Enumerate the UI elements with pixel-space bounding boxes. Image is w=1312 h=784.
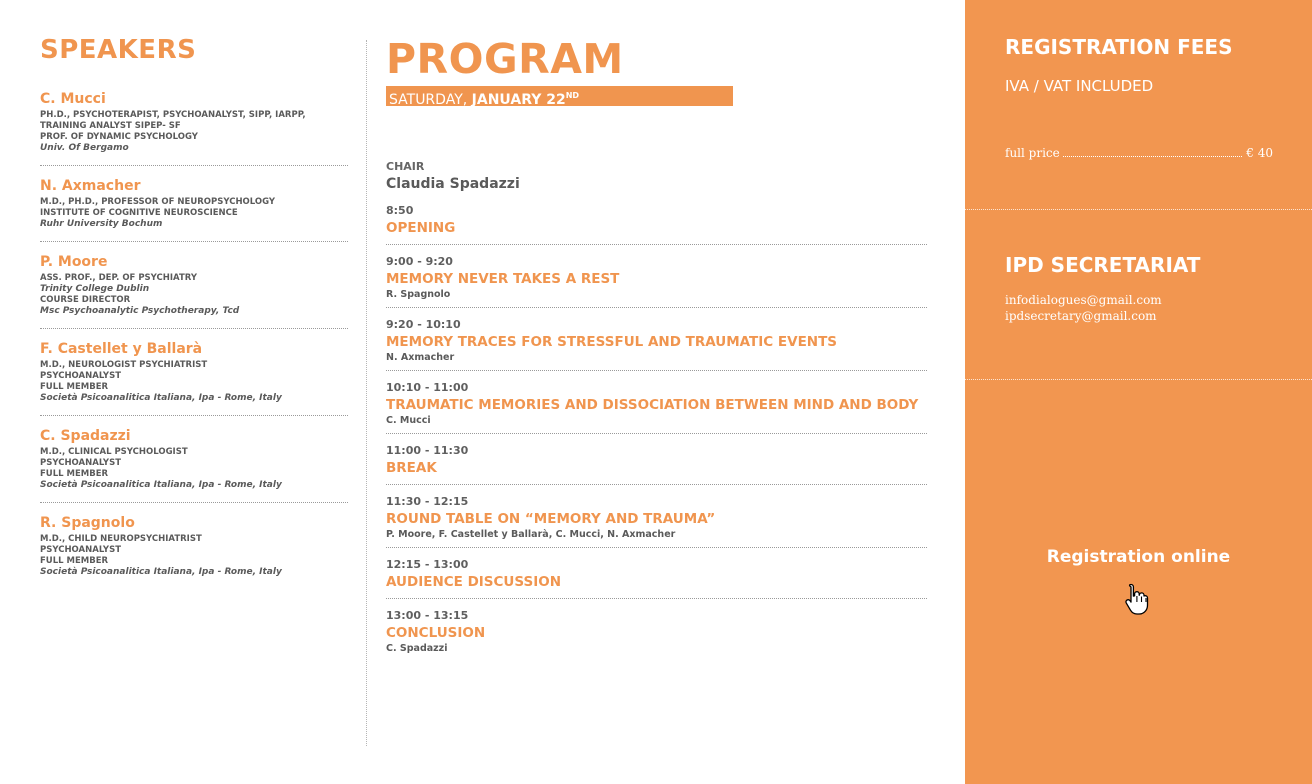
speaker-card bbox=[40, 514, 348, 589]
item-title: MEMORY TRACES FOR STRESSFUL AND TRAUMATIC EVENTS bbox=[386, 334, 838, 350]
item-title: TRAUMATIC MEMORIES AND DISSOCIATION BETWEEN MIND AND BODY bbox=[386, 397, 919, 413]
item-speaker: R. Spagnolo bbox=[386, 289, 451, 300]
chair-block bbox=[386, 160, 927, 194]
program-item bbox=[386, 494, 927, 548]
program-item bbox=[386, 557, 927, 599]
speaker-name: N. Axmacher bbox=[40, 178, 141, 194]
speakers-section bbox=[40, 34, 348, 600]
speaker-credential: FULL MEMBER bbox=[40, 469, 109, 479]
speaker-credential: M.D., CHILD NEUROPSYCHIATRIST bbox=[40, 534, 202, 544]
speaker-affiliation: Univ. Of Bergamo bbox=[40, 143, 129, 153]
registration-panel bbox=[965, 0, 1312, 784]
item-time: 11:30 - 12:15 bbox=[386, 495, 469, 508]
program-date-suffix: ND bbox=[565, 91, 580, 100]
speaker-card bbox=[40, 340, 348, 416]
email-link[interactable]: infodialogues@gmail.com bbox=[1005, 293, 1162, 307]
speaker-card bbox=[40, 253, 348, 329]
speaker-affiliation: Msc Psychoanalytic Psychotherapy, Tcd bbox=[40, 306, 240, 316]
item-time: 13:00 - 13:15 bbox=[386, 609, 469, 622]
program-day: SATURDAY, bbox=[389, 92, 468, 108]
item-time: 9:00 - 9:20 bbox=[386, 255, 453, 268]
speakers-title: SPEAKERS bbox=[40, 35, 197, 65]
item-time: 9:20 - 10:10 bbox=[386, 318, 461, 331]
speaker-credential: PSYCHOANALYST bbox=[40, 545, 121, 555]
program-item bbox=[386, 317, 927, 371]
item-time: 12:15 - 13:00 bbox=[386, 558, 469, 571]
item-title: ROUND TABLE ON “MEMORY AND TRAUMA” bbox=[386, 511, 716, 527]
item-time: 10:10 - 11:00 bbox=[386, 381, 469, 394]
speaker-credential: FULL MEMBER bbox=[40, 382, 109, 392]
item-title: AUDIENCE DISCUSSION bbox=[386, 574, 562, 590]
hand-pointer-icon bbox=[1124, 582, 1152, 616]
chair-name: Claudia Spadazzi bbox=[386, 176, 520, 192]
price-label: full price bbox=[1005, 146, 1060, 160]
program-date-bar bbox=[386, 86, 733, 106]
program-item bbox=[386, 443, 927, 485]
speaker-credential: PSYCHOANALYST bbox=[40, 371, 121, 381]
speaker-credential: PH.D., PSYCHOTERAPIST, PSYCHOANALYST, SIPP, IARPP, bbox=[40, 110, 306, 120]
speaker-name: P. Moore bbox=[40, 254, 108, 270]
item-speaker: C. Mucci bbox=[386, 415, 431, 426]
speaker-credential: COURSE DIRECTOR bbox=[40, 295, 131, 305]
secretariat-title: IPD SECRETARIAT bbox=[1005, 253, 1201, 277]
speaker-credential: M.D., CLINICAL PSYCHOLOGIST bbox=[40, 447, 188, 457]
speaker-card bbox=[40, 90, 348, 166]
speaker-credential: PSYCHOANALYST bbox=[40, 458, 121, 468]
program-item bbox=[386, 254, 927, 308]
registration-fees-title: REGISTRATION FEES bbox=[1005, 35, 1233, 59]
item-time: 8:50 bbox=[386, 204, 414, 217]
speaker-card bbox=[40, 427, 348, 503]
item-speaker: N. Axmacher bbox=[386, 352, 455, 363]
speaker-affiliation: Società Psicoanalitica Italiana, Ipa - Rome, Italy bbox=[40, 567, 282, 577]
speaker-name: C. Spadazzi bbox=[40, 428, 131, 444]
speaker-credential: FULL MEMBER bbox=[40, 556, 109, 566]
speaker-affiliation: Società Psicoanalitica Italiana, Ipa - Rome, Italy bbox=[40, 480, 282, 490]
vat-note: IVA / VAT INCLUDED bbox=[1005, 77, 1154, 95]
panel-divider bbox=[965, 209, 1312, 210]
item-title: MEMORY NEVER TAKES A REST bbox=[386, 271, 620, 287]
registration-online-link[interactable]: Registration online bbox=[1046, 547, 1231, 567]
column-divider bbox=[366, 40, 367, 746]
item-title: OPENING bbox=[386, 220, 456, 236]
email-link[interactable]: ipdsecretary@gmail.com bbox=[1005, 309, 1157, 323]
speaker-name: C. Mucci bbox=[40, 91, 106, 107]
item-speaker: P. Moore, F. Castellet y Ballarà, C. Mucci, N. Axmacher bbox=[386, 529, 676, 540]
program-date: JANUARY 22 bbox=[471, 92, 566, 108]
speaker-credential: PROF. OF DYNAMIC PSYCHOLOGY bbox=[40, 132, 198, 142]
chair-label: CHAIR bbox=[386, 160, 425, 173]
speaker-credential: ASS. PROF., DEP. OF PSYCHIATRY bbox=[40, 273, 197, 283]
panel-divider bbox=[965, 379, 1312, 380]
speaker-affiliation: Ruhr University Bochum bbox=[40, 219, 163, 229]
speaker-credential: INSTITUTE OF COGNITIVE NEUROSCIENCE bbox=[40, 208, 238, 218]
speaker-credential: M.D., NEUROLOGIST PSYCHIATRIST bbox=[40, 360, 208, 370]
speaker-affiliation: Società Psicoanalitica Italiana, Ipa - Rome, Italy bbox=[40, 393, 282, 403]
program-item bbox=[386, 380, 927, 434]
speaker-credential: M.D., PH.D., PROFESSOR OF NEUROPSYCHOLOGY bbox=[40, 197, 276, 207]
speaker-affiliation: Trinity College Dublin bbox=[40, 284, 150, 294]
item-speaker: C. Spadazzi bbox=[386, 643, 448, 654]
price-value: € 40 bbox=[1246, 146, 1273, 160]
program-section bbox=[386, 36, 927, 670]
program-item bbox=[386, 608, 927, 661]
program-title: PROGRAM bbox=[386, 35, 624, 83]
speaker-name: R. Spagnolo bbox=[40, 515, 135, 531]
price-leader-dots bbox=[1063, 147, 1243, 157]
price-row bbox=[1005, 145, 1273, 161]
program-item bbox=[386, 203, 927, 245]
item-title: BREAK bbox=[386, 460, 437, 476]
item-title: CONCLUSION bbox=[386, 625, 486, 641]
speaker-card bbox=[40, 177, 348, 242]
speaker-name: F. Castellet y Ballarà bbox=[40, 341, 203, 357]
item-time: 11:00 - 11:30 bbox=[386, 444, 469, 457]
speaker-credential: TRAINING ANALYST SIPEP- SF bbox=[40, 121, 181, 131]
